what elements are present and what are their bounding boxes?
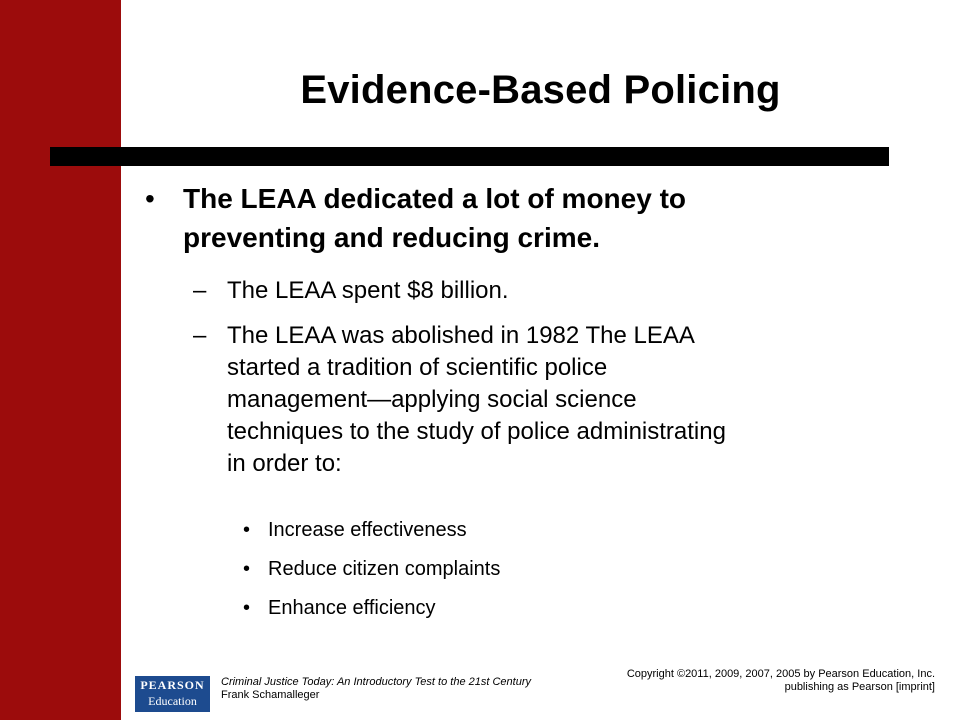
slide-title: Evidence-Based Policing — [300, 68, 781, 112]
bullet-line: The LEAA was abolished in 1982 The LEAA — [227, 322, 695, 349]
bullet-level2 — [193, 320, 897, 480]
bullet-text: Increase effectiveness — [268, 519, 467, 541]
copyright-line: publishing as Pearson [imprint] — [784, 681, 935, 693]
bullet-line: The LEAA spent $8 billion. — [227, 277, 509, 304]
bullet-text: Reduce citizen complaints — [268, 558, 501, 580]
logo-sub: Education — [148, 694, 197, 708]
bullet-level3 — [243, 516, 768, 544]
pearson-logo — [135, 676, 210, 712]
footer-copyright — [515, 668, 935, 694]
bullet-text: Enhance efficiency — [268, 597, 436, 619]
bullet-level3 — [243, 594, 768, 622]
bullet-line: management—applying social science — [227, 386, 637, 413]
bullet-level2 — [193, 275, 897, 307]
bullet-line: techniques to the study of police administrating — [227, 418, 726, 445]
book-title: Criminal Justice Today: An Introductory Test to the 21st Century — [221, 676, 531, 688]
bullet-line: preventing and reducing crime. — [183, 222, 600, 253]
dash-marker: – — [193, 277, 207, 304]
bullet-marker: • — [145, 183, 155, 214]
bullet-line: in order to: — [227, 450, 342, 477]
bullet-marker: • — [243, 519, 251, 541]
bullet-marker: • — [243, 558, 251, 580]
dash-marker: – — [193, 322, 207, 349]
book-author: Frank Schamalleger — [221, 689, 320, 701]
bullet-line: The LEAA dedicated a lot of money to — [183, 183, 687, 214]
bullet-marker: • — [243, 597, 251, 619]
logo-brand: PEARSON — [140, 678, 205, 692]
bullet-level3 — [243, 555, 768, 583]
bullet-level1 — [145, 179, 883, 257]
copyright-line: Copyright ©2011, 2009, 2007, 2005 by Pearson Education, Inc. — [626, 668, 935, 680]
bullet-line: started a tradition of scientific police — [227, 354, 608, 381]
